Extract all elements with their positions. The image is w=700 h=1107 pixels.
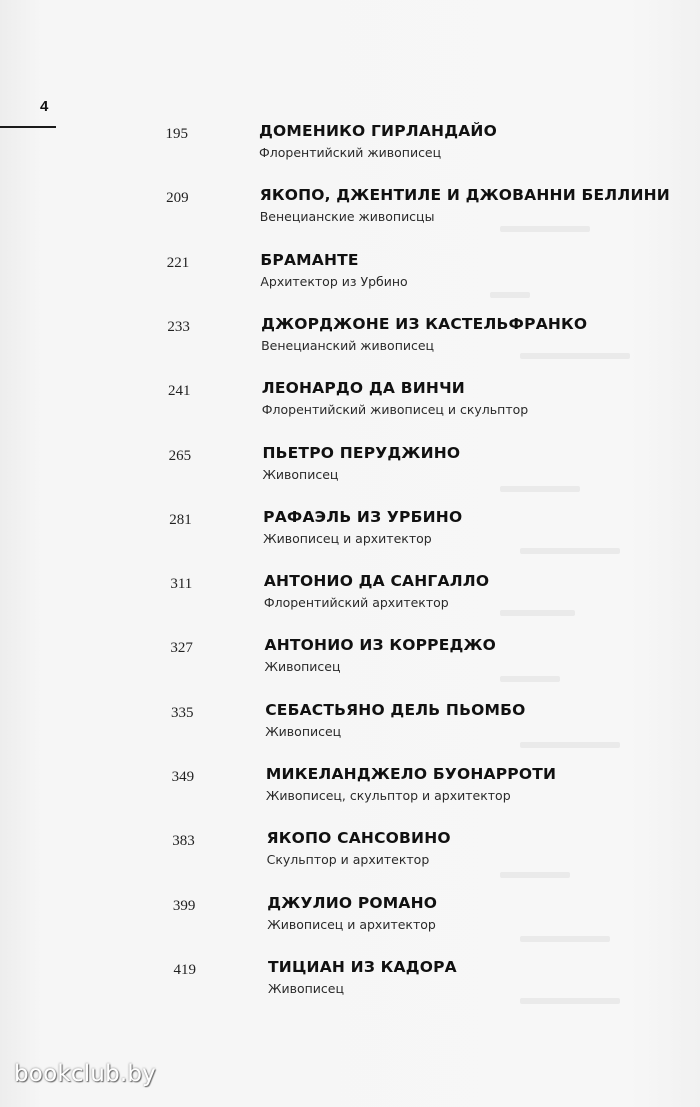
toc-entry: [0, 632, 700, 682]
toc-entry-title: АНТОНИО ДА САНГАЛЛО: [263, 572, 490, 591]
toc-page-number: 221: [166, 254, 190, 271]
toc-entry: [0, 890, 700, 940]
toc-entry-subtitle: Венецианские живописцы: [259, 209, 435, 225]
toc-page-number: 311: [170, 576, 193, 593]
toc-entry-title: ЛЕОНАРДО ДА ВИНЧИ: [261, 379, 465, 398]
toc-entry: [0, 247, 700, 297]
toc-entry-title: РАФАЭЛЬ ИЗ УРБИНО: [263, 507, 463, 526]
toc-entry-subtitle: Флорентийский живописец и скульптор: [261, 402, 529, 418]
toc-page-number: 327: [170, 640, 193, 657]
toc-entry: [0, 825, 700, 875]
toc-entry-subtitle: Живописец, скульптор и архитектор: [265, 788, 511, 803]
toc-entry-subtitle: Флорентийский живописец: [259, 145, 442, 160]
toc-entry-title: СЕБАСТЬЯНО ДЕЛЬ ПЬОМБО: [265, 700, 526, 719]
toc-entry: [0, 440, 700, 490]
toc-entry-subtitle: Живописец и архитектор: [263, 530, 432, 546]
page-number: 4: [40, 98, 49, 115]
toc-page-number: 419: [173, 961, 196, 978]
watermark: bookclub.by: [14, 1061, 156, 1087]
toc-entry: [0, 504, 700, 554]
toc-entry-subtitle: Флорентийский архитектор: [263, 595, 449, 611]
toc-entry-title: АНТОНИО ИЗ КОРРЕДЖО: [264, 636, 497, 655]
toc-entry: [0, 697, 700, 747]
toc-entry-title: ПЬЕТРО ПЕРУДЖИНО: [262, 443, 461, 462]
toc-entry-title: ЯКОПО, ДЖЕНТИЛЕ И ДЖОВАННИ БЕЛЛИНИ: [259, 186, 670, 205]
toc-page-number: 241: [167, 383, 191, 400]
toc-entry-title: ДЖОРДЖОНЕ ИЗ КАСТЕЛЬФРАНКО: [261, 314, 588, 333]
toc-entry-title: ДЖУЛИО РОМАНО: [267, 893, 438, 912]
toc-page-number: 383: [172, 833, 195, 850]
toc-entry-subtitle: Архитектор из Урбино: [260, 273, 408, 289]
toc-entry-subtitle: Живописец: [264, 659, 341, 675]
toc-entry-title: МИКЕЛАНДЖЕЛО БУОНАРРОТИ: [265, 765, 557, 783]
toc-page-number: 209: [166, 190, 189, 207]
toc-entry: [0, 954, 700, 1004]
toc-entry-title: ТИЦИАН ИЗ КАДОРА: [268, 957, 457, 976]
toc-entry: [0, 761, 700, 811]
toc-entry-subtitle: Венецианский живописец: [261, 337, 435, 353]
toc-page-number: 265: [168, 447, 192, 464]
toc-entry-subtitle: Живописец: [265, 723, 342, 739]
toc-entry-title: ДОМЕНИКО ГИРЛАНДАЙО: [259, 122, 497, 140]
toc-page-number: 335: [171, 704, 194, 721]
toc-entry: [0, 182, 700, 232]
toc-entry: [0, 118, 700, 168]
toc-entry-subtitle: Живописец: [268, 980, 344, 996]
toc-page-number: 399: [172, 897, 196, 914]
toc-entry-title: ЯКОПО САНСОВИНО: [266, 829, 451, 848]
toc-entry: [0, 311, 700, 361]
toc-entry-subtitle: Живописец и архитектор: [267, 916, 436, 932]
toc-page-number: 281: [169, 511, 192, 528]
toc-entry: [0, 375, 700, 425]
toc-entry-title: БРАМАНТЕ: [260, 250, 359, 269]
toc-page-number: 195: [165, 126, 188, 142]
toc-entry-subtitle: Скульптор и архитектор: [266, 852, 430, 868]
toc-entry-subtitle: Живописец: [262, 466, 339, 482]
toc-entry: [0, 568, 700, 618]
toc-page-number: 349: [171, 769, 195, 785]
toc-page-number: 233: [167, 318, 190, 335]
